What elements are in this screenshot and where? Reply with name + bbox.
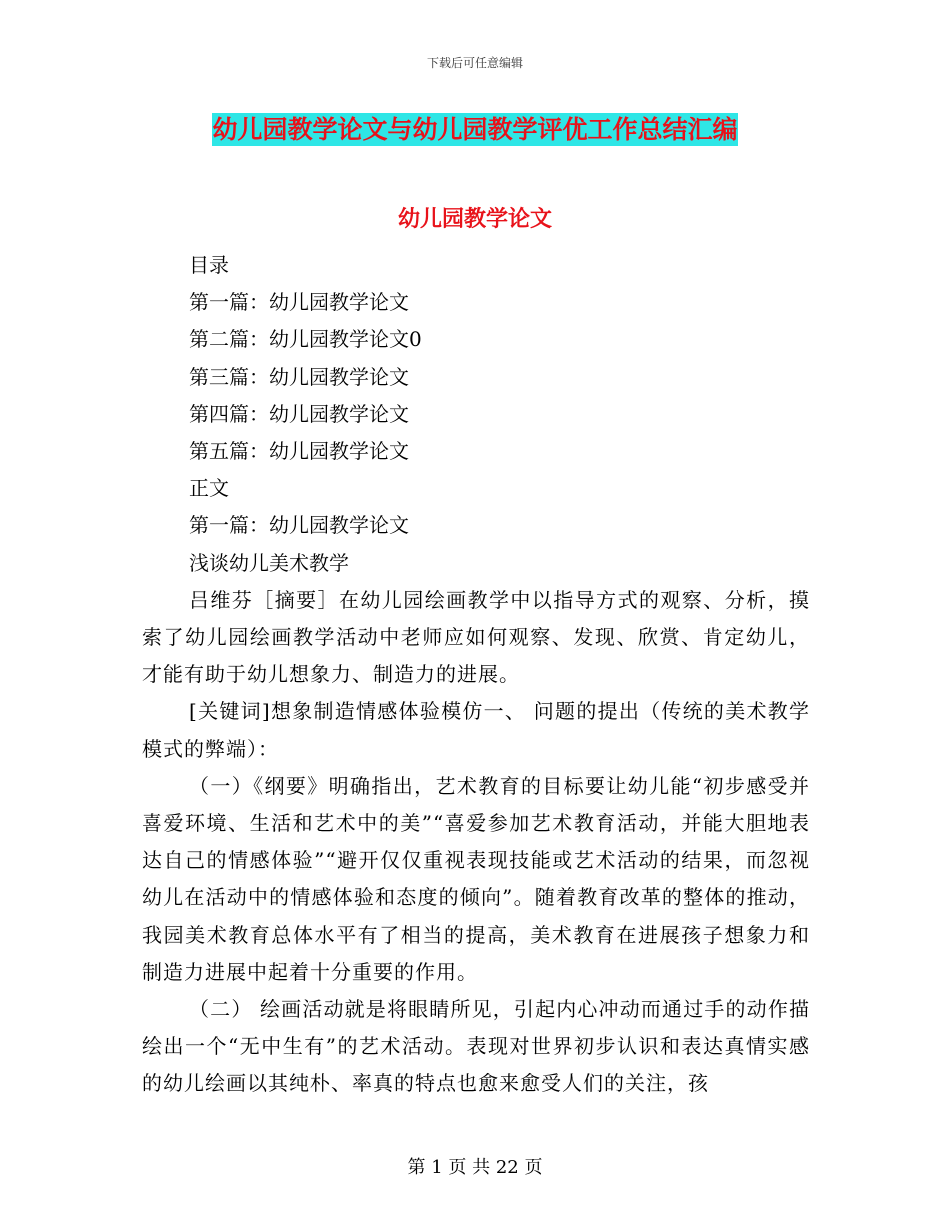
header-note: 下载后可任意编辑	[426, 56, 523, 70]
document-title	[0, 110, 950, 146]
abstract-paragraph: 吕维芬［摘要］在幼儿园绘画教学中以指导方式的观察、分析，摸索了幼儿园绘画教学活动中老师应如何观察、发现、欣赏、肯定幼儿，才能有助于幼儿想象力、制造力的进展。	[142, 587, 810, 687]
body-paragraph: （二） 绘画活动就是将眼睛所见，引起内心冲动而通过手的动作描绘出一个“无中生有”的艺术活动。表现对世界初步认识和表达真情实感的幼儿绘画以其纯朴、率真的特点也愈来愈受人们的关注，孩	[142, 997, 810, 1096]
body-heading: 正文	[189, 476, 229, 501]
document-title-text: 幼儿园教学论文与幼儿园教学评优工作总结汇编	[212, 115, 738, 144]
toc-item: 第一篇：幼儿园教学论文	[189, 290, 409, 315]
section-title: 幼儿园教学论文	[397, 207, 552, 232]
toc-item: 第四篇：幼儿园教学论文	[189, 401, 409, 426]
toc-item: 第二篇：幼儿园教学论文0	[189, 327, 422, 352]
page-footer: 第 1 页 共 22 页	[407, 1157, 543, 1178]
toc-item: 第三篇：幼儿园教学论文	[189, 364, 409, 389]
keywords-paragraph: [关键词]想象制造情感体验模仿一、 问题的提出（传统的美术教学模式的弊端）：	[142, 699, 810, 761]
toc-heading: 目录	[189, 253, 229, 277]
toc-item: 第五篇：幼儿园教学论文	[189, 439, 409, 464]
document-body	[142, 247, 810, 1103]
part-title: 第一篇：幼儿园教学论文	[189, 513, 409, 538]
article-title: 浅谈幼儿美术教学	[189, 550, 349, 575]
body-paragraph: （一）《纲要》明确指出，艺术教育的目标要让幼儿能“初步感受并喜爱环境、生活和艺术中的美”“喜爱参加艺术教育活动，并能大胆地表达自己的情感体验”“避开仅仅重视表现技能或艺术活动的结果，而忽视幼儿在活动中的情感体验和态度的倾向”。随着教育改革的整体的推动，我园美术教育总体水平有了相当的提高，美术教育在进展孩子想象力和制造力进展中起着十分重要的作用。	[142, 773, 810, 984]
